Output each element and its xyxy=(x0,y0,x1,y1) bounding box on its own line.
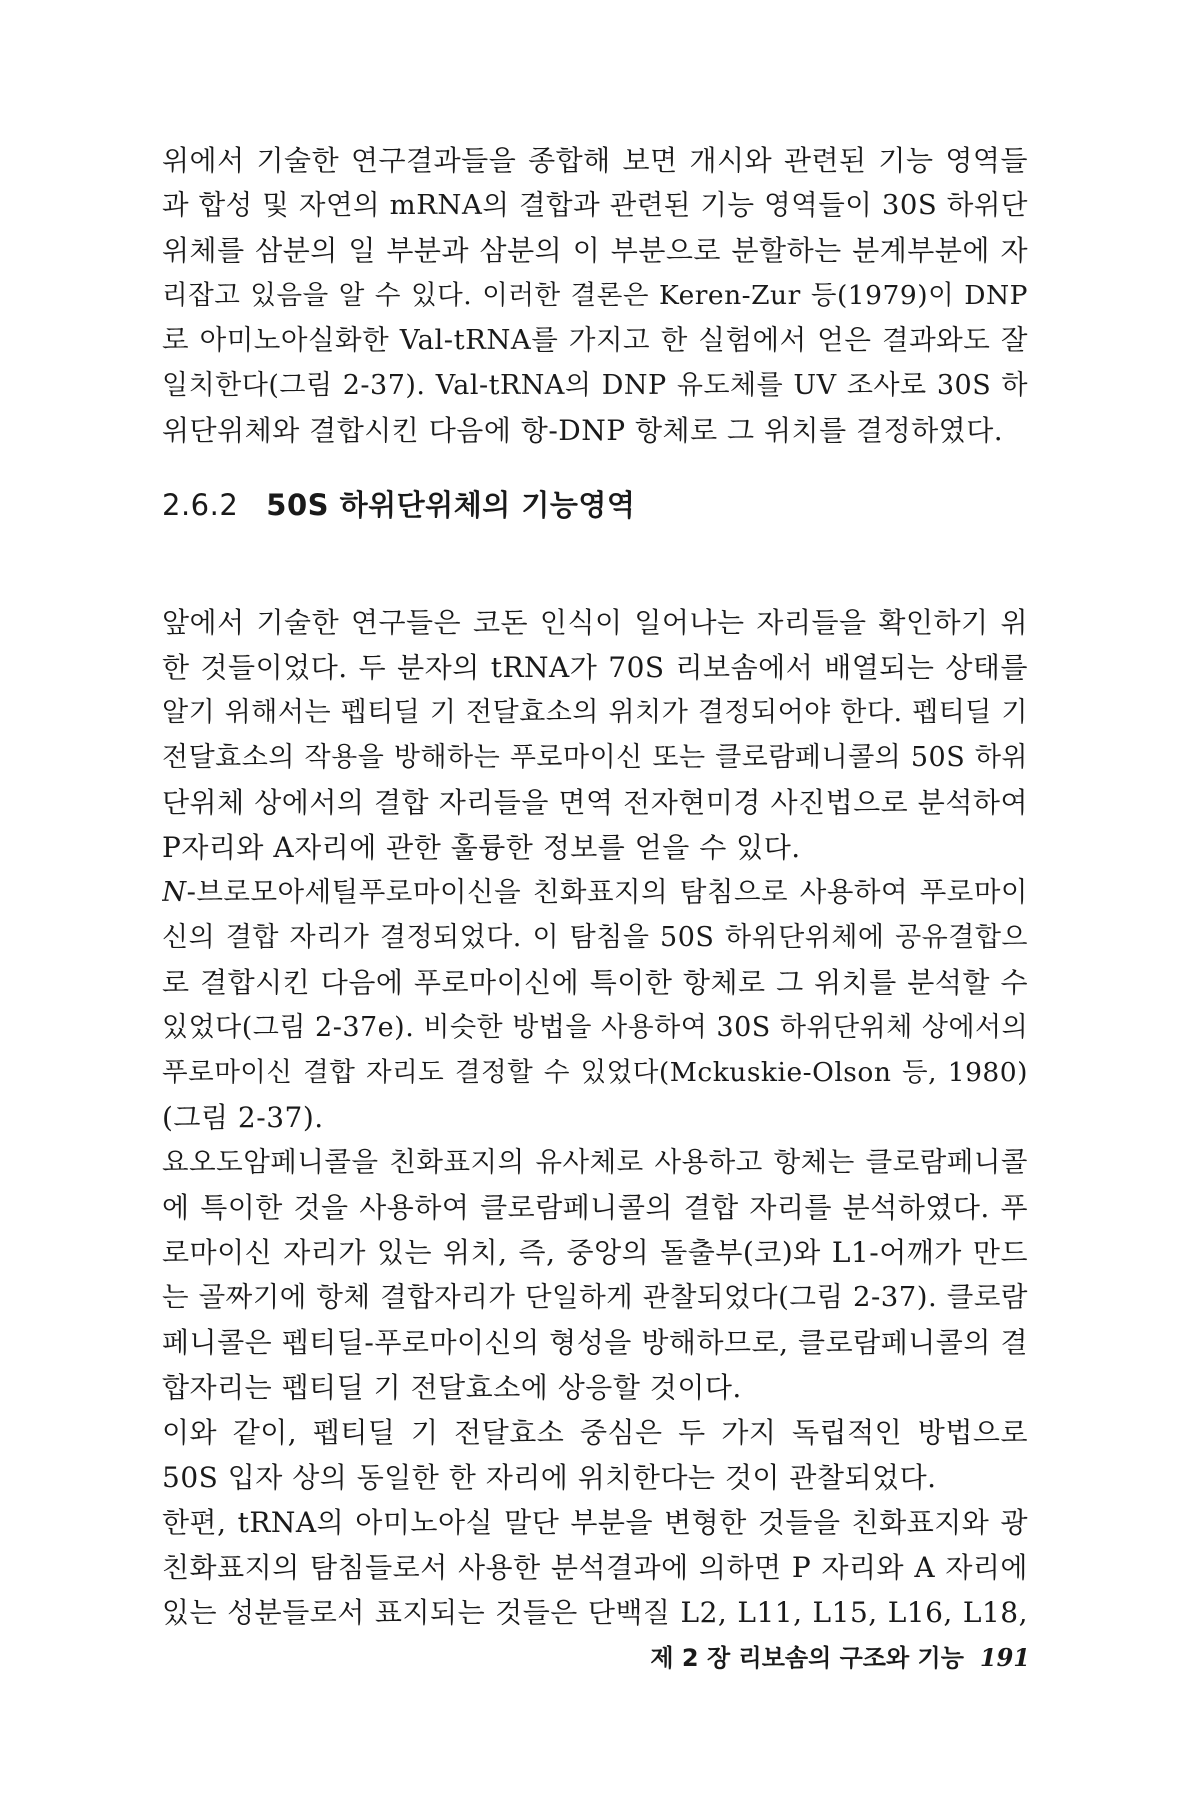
text-line: 푸로마이신 결합 자리도 결정할 수 있었다(Mckuskie-Olson 등, 1980) xyxy=(162,1057,1028,1088)
page-footer xyxy=(590,1638,1030,1673)
text-line: 친화표지의 탐침들로서 사용한 분석결과에 의하면 P 자리와 A 자리에 xyxy=(162,1551,1028,1584)
text-line: 에 특이한 것을 사용하여 클로람페니콜의 결합 자리를 분석하였다. 푸 xyxy=(162,1191,1028,1224)
section-heading xyxy=(162,483,635,524)
text-line: 일치한다(그림 2-37). Val-tRNA의 DNP 유도체를 UV 조사로 30S 하 xyxy=(162,370,1028,401)
paragraph-1 xyxy=(162,138,1028,453)
body-text xyxy=(162,600,1028,1635)
text-line: P자리와 A자리에 관한 훌륭한 정보를 얻을 수 있다. xyxy=(162,831,801,864)
text-line: 리잡고 있음을 알 수 있다. 이러한 결론은 Keren-Zur 등(1979)이 DNP xyxy=(162,280,1028,311)
paragraph-5 xyxy=(162,1410,1028,1500)
text-line: 신의 결합 자리가 결정되었다. 이 탐침을 50S 하위단위체에 공유결합으 xyxy=(162,922,1028,953)
text-line: 알기 위해서는 펩티딜 기 전달효소의 위치가 결정되어야 한다. 펩티딜 기 xyxy=(162,697,1028,728)
text-line: 합자리는 펩티딜 기 전달효소에 상응할 것이다. xyxy=(162,1371,742,1404)
text-line: 위체를 삼분의 일 부분과 삼분의 이 부분으로 분할하는 분계부분에 자 xyxy=(162,234,1028,267)
paragraph-2 xyxy=(162,600,1028,870)
paragraph-3 xyxy=(162,870,1028,1140)
text-line: 페니콜은 펩티딜-푸로마이신의 형성을 방해하므로, 클로람페니콜의 결 xyxy=(162,1326,1028,1359)
text-line: 로 결합시킨 다음에 푸로마이신에 특이한 항체로 그 위치를 분석할 수 xyxy=(162,966,1028,999)
text-line: 있는 성분들로서 표지되는 것들은 단백질 L2, L11, L15, L16, L18, xyxy=(162,1596,1028,1629)
text-line: 로 아미노아실화한 Val-tRNA를 가지고 한 실험에서 얻은 결과와도 잘 xyxy=(162,324,1028,356)
section-number: 2.6.2 xyxy=(162,488,239,522)
section-title: 50S 하위단위체의 기능영역 xyxy=(266,488,636,522)
text-line: 앞에서 기술한 연구들은 코돈 인식이 일어나는 자리들을 확인하기 위 xyxy=(162,606,1028,639)
text-line: 단위체 상에서의 결합 자리들을 면역 전자현미경 사진법으로 분석하여 xyxy=(162,786,1028,819)
paragraph-4 xyxy=(162,1140,1028,1410)
text-line: 위에서 기술한 연구결과들을 종합해 보면 개시와 관련된 기능 영역들 xyxy=(162,144,1028,177)
text-line: 는 골짜기에 항체 결합자리가 단일하게 관찰되었다(그림 2-37). 클로람 xyxy=(162,1281,1028,1313)
text-line: 이와 같이, 펩티딜 기 전달효소 중심은 두 가지 독립적인 방법으로 xyxy=(162,1416,1028,1449)
text-line: 위단위체와 결합시킨 다음에 항-DNP 항체로 그 위치를 결정하였다. xyxy=(162,414,1004,447)
text-line: 한편, tRNA의 아미노아실 말단 부분을 변형한 것들을 친화표지와 광 xyxy=(162,1506,1028,1539)
text-line: N-브로모아세틸푸로마이신을 친화표지의 탐침으로 사용하여 푸로마이 xyxy=(162,876,1028,908)
text-line: 있었다(그림 2-37e). 비슷한 방법을 사용하여 30S 하위단위체 상에서의 xyxy=(162,1012,1028,1043)
text-line: 과 합성 및 자연의 mRNA의 결합과 관련된 기능 영역들이 30S 하위단 xyxy=(162,189,1028,221)
paragraph-6 xyxy=(162,1500,1028,1635)
text-line: 한 것들이었다. 두 분자의 tRNA가 70S 리보솜에서 배열되는 상태를 xyxy=(162,651,1028,684)
page-number: 191 xyxy=(979,1643,1030,1672)
text-line: (그림 2-37). xyxy=(162,1101,324,1134)
text-line: 전달효소의 작용을 방해하는 푸로마이신 또는 클로람페니콜의 50S 하위 xyxy=(162,742,1028,773)
chapter-title: 제 2 장 리보솜의 구조와 기능 xyxy=(650,1644,964,1672)
text-line: 요오도암페니콜을 친화표지의 유사체로 사용하고 항체는 클로람페니콜 xyxy=(162,1146,1028,1178)
text-line: 50S 입자 상의 동일한 한 자리에 위치한다는 것이 관찰되었다. xyxy=(162,1461,937,1494)
text-line: 로마이신 자리가 있는 위치, 즉, 중앙의 돌출부(코)와 L1-어깨가 만드 xyxy=(162,1236,1028,1269)
